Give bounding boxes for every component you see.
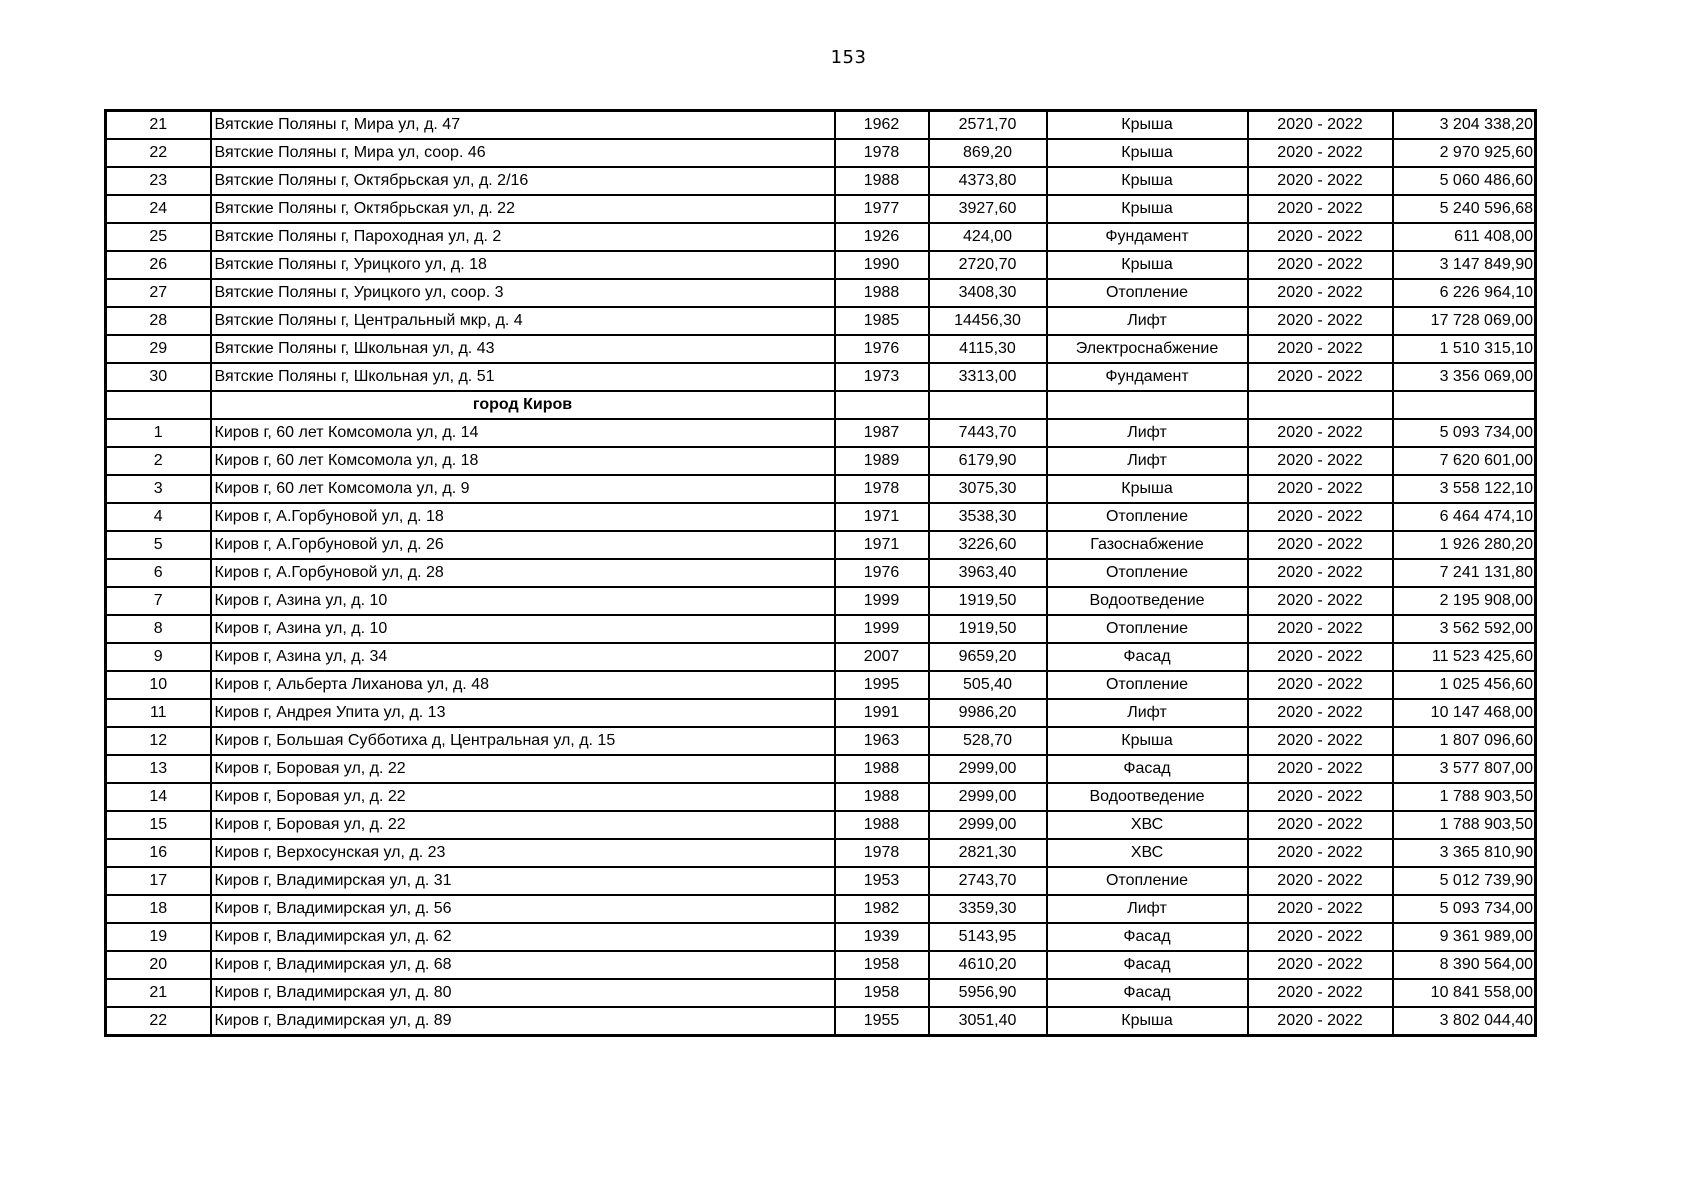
area-cell: 5143,95	[929, 923, 1047, 951]
period-cell: 2020 - 2022	[1248, 895, 1393, 923]
period-cell: 2020 - 2022	[1248, 111, 1393, 140]
area-cell: 3075,30	[929, 475, 1047, 503]
row-number-cell: 13	[106, 755, 211, 783]
table-row	[106, 979, 1536, 1007]
area-cell: 3313,00	[929, 363, 1047, 391]
work-type-cell: ХВС	[1047, 839, 1248, 867]
period-cell: 2020 - 2022	[1248, 587, 1393, 615]
build-year-cell: 1978	[835, 139, 929, 167]
period-cell: 2020 - 2022	[1248, 1007, 1393, 1036]
build-year-cell: 1987	[835, 419, 929, 447]
address-cell: Киров г, Владимирская ул, д. 56	[211, 895, 835, 923]
row-number-cell: 30	[106, 363, 211, 391]
period-cell: 2020 - 2022	[1248, 699, 1393, 727]
table-row	[106, 783, 1536, 811]
cost-cell: 3 577 807,00	[1393, 755, 1536, 783]
address-cell: Киров г, Андрея Упита ул, д. 13	[211, 699, 835, 727]
table-row	[106, 475, 1536, 503]
build-year-cell: 2007	[835, 643, 929, 671]
table-row	[106, 811, 1536, 839]
address-cell: Киров г, Азина ул, д. 34	[211, 643, 835, 671]
area-cell: 1919,50	[929, 615, 1047, 643]
work-type-cell: Фасад	[1047, 643, 1248, 671]
address-cell: Киров г, 60 лет Комсомола ул, д. 18	[211, 447, 835, 475]
table-row	[106, 1007, 1536, 1036]
area-cell: 3226,60	[929, 531, 1047, 559]
work-type-cell: Крыша	[1047, 251, 1248, 279]
area-cell: 505,40	[929, 671, 1047, 699]
period-cell: 2020 - 2022	[1248, 811, 1393, 839]
table-row	[106, 531, 1536, 559]
table-row	[106, 895, 1536, 923]
build-year-cell: 1988	[835, 811, 929, 839]
area-cell: 4610,20	[929, 951, 1047, 979]
cost-cell: 2 970 925,60	[1393, 139, 1536, 167]
cost-cell: 6 464 474,10	[1393, 503, 1536, 531]
build-year-cell: 1962	[835, 111, 929, 140]
repair-registry-table	[104, 109, 1537, 1037]
address-cell: Вятские Поляны г, Школьная ул, д. 43	[211, 335, 835, 363]
table-row	[106, 951, 1536, 979]
build-year-cell: 1953	[835, 867, 929, 895]
work-type-cell: Отопление	[1047, 503, 1248, 531]
table-row	[106, 447, 1536, 475]
area-cell: 2999,00	[929, 811, 1047, 839]
row-number-cell: 7	[106, 587, 211, 615]
area-cell: 3359,30	[929, 895, 1047, 923]
work-type-cell: Крыша	[1047, 139, 1248, 167]
cost-cell: 3 365 810,90	[1393, 839, 1536, 867]
area-cell: 2571,70	[929, 111, 1047, 140]
period-cell: 2020 - 2022	[1248, 979, 1393, 1007]
work-type-cell: Лифт	[1047, 419, 1248, 447]
table-row	[106, 279, 1536, 307]
table-row	[106, 251, 1536, 279]
period-cell: 2020 - 2022	[1248, 223, 1393, 251]
build-year-cell: 1982	[835, 895, 929, 923]
row-number-cell: 10	[106, 671, 211, 699]
period-cell: 2020 - 2022	[1248, 503, 1393, 531]
area-cell: 3538,30	[929, 503, 1047, 531]
cost-cell: 9 361 989,00	[1393, 923, 1536, 951]
address-cell: Киров г, Верхосунская ул, д. 23	[211, 839, 835, 867]
cost-cell: 2 195 908,00	[1393, 587, 1536, 615]
table-row	[106, 643, 1536, 671]
row-number-cell: 14	[106, 783, 211, 811]
area-cell: 424,00	[929, 223, 1047, 251]
area-cell: 4373,80	[929, 167, 1047, 195]
address-cell: Вятские Поляны г, Школьная ул, д. 51	[211, 363, 835, 391]
table-row	[106, 335, 1536, 363]
page-number: 153	[830, 47, 867, 68]
row-number-cell: 16	[106, 839, 211, 867]
table-row	[106, 615, 1536, 643]
work-type-cell: Отопление	[1047, 615, 1248, 643]
address-cell: Вятские Поляны г, Центральный мкр, д. 4	[211, 307, 835, 335]
build-year-cell: 1958	[835, 979, 929, 1007]
area-cell: 3927,60	[929, 195, 1047, 223]
area-cell: 2720,70	[929, 251, 1047, 279]
cost-cell: 5 012 739,90	[1393, 867, 1536, 895]
period-cell: 2020 - 2022	[1248, 363, 1393, 391]
address-cell: Киров г, Боровая ул, д. 22	[211, 755, 835, 783]
period-cell: 2020 - 2022	[1248, 419, 1393, 447]
build-year-cell: 1955	[835, 1007, 929, 1036]
address-cell: Киров г, Азина ул, д. 10	[211, 587, 835, 615]
row-number-cell: 2	[106, 447, 211, 475]
row-number-cell: 23	[106, 167, 211, 195]
build-year-cell: 1978	[835, 475, 929, 503]
row-number-cell: 28	[106, 307, 211, 335]
build-year-cell: 1926	[835, 223, 929, 251]
table-row	[106, 671, 1536, 699]
row-number-cell: 9	[106, 643, 211, 671]
work-type-cell: Крыша	[1047, 195, 1248, 223]
address-cell: Вятские Поляны г, Урицкого ул, соор. 3	[211, 279, 835, 307]
address-cell: Киров г, 60 лет Комсомола ул, д. 14	[211, 419, 835, 447]
address-cell: Киров г, Боровая ул, д. 22	[211, 783, 835, 811]
area-cell: 9986,20	[929, 699, 1047, 727]
row-number-cell: 15	[106, 811, 211, 839]
address-cell: Киров г, А.Горбуновой ул, д. 26	[211, 531, 835, 559]
table-row	[106, 363, 1536, 391]
row-number-cell: 22	[106, 139, 211, 167]
work-type-cell: Крыша	[1047, 111, 1248, 140]
work-type-cell: Отопление	[1047, 279, 1248, 307]
empty-cell	[1248, 391, 1393, 419]
address-cell: Киров г, А.Горбуновой ул, д. 28	[211, 559, 835, 587]
row-number-cell: 4	[106, 503, 211, 531]
row-number-cell: 22	[106, 1007, 211, 1036]
period-cell: 2020 - 2022	[1248, 335, 1393, 363]
area-cell: 4115,30	[929, 335, 1047, 363]
area-cell: 2999,00	[929, 755, 1047, 783]
area-cell: 3408,30	[929, 279, 1047, 307]
table-row	[106, 111, 1536, 140]
cost-cell: 10 147 468,00	[1393, 699, 1536, 727]
cost-cell: 611 408,00	[1393, 223, 1536, 251]
cost-cell: 3 147 849,90	[1393, 251, 1536, 279]
area-cell: 2743,70	[929, 867, 1047, 895]
build-year-cell: 1973	[835, 363, 929, 391]
area-cell: 2821,30	[929, 839, 1047, 867]
row-number-cell: 1	[106, 419, 211, 447]
area-cell: 7443,70	[929, 419, 1047, 447]
address-cell: Киров г, Владимирская ул, д. 80	[211, 979, 835, 1007]
period-cell: 2020 - 2022	[1248, 167, 1393, 195]
cost-cell: 11 523 425,60	[1393, 643, 1536, 671]
row-number-cell: 21	[106, 111, 211, 140]
cost-cell: 1 788 903,50	[1393, 783, 1536, 811]
period-cell: 2020 - 2022	[1248, 727, 1393, 755]
address-cell: Киров г, Азина ул, д. 10	[211, 615, 835, 643]
cost-cell: 5 093 734,00	[1393, 419, 1536, 447]
cost-cell: 1 788 903,50	[1393, 811, 1536, 839]
table-row	[106, 587, 1536, 615]
address-cell: Киров г, А.Горбуновой ул, д. 18	[211, 503, 835, 531]
build-year-cell: 1976	[835, 559, 929, 587]
cost-cell: 3 356 069,00	[1393, 363, 1536, 391]
address-cell: Киров г, 60 лет Комсомола ул, д. 9	[211, 475, 835, 503]
row-number-cell: 26	[106, 251, 211, 279]
address-cell: Киров г, Альберта Лиханова ул, д. 48	[211, 671, 835, 699]
work-type-cell: Лифт	[1047, 895, 1248, 923]
row-number-cell: 21	[106, 979, 211, 1007]
area-cell: 869,20	[929, 139, 1047, 167]
empty-cell	[106, 391, 211, 419]
build-year-cell: 1939	[835, 923, 929, 951]
row-number-cell: 12	[106, 727, 211, 755]
period-cell: 2020 - 2022	[1248, 643, 1393, 671]
work-type-cell: Электроснабжение	[1047, 335, 1248, 363]
work-type-cell: Лифт	[1047, 447, 1248, 475]
period-cell: 2020 - 2022	[1248, 867, 1393, 895]
build-year-cell: 1995	[835, 671, 929, 699]
address-cell: Киров г, Большая Субботиха д, Центральная ул, д. 15	[211, 727, 835, 755]
table-row	[106, 139, 1536, 167]
build-year-cell: 1985	[835, 307, 929, 335]
table-row	[106, 419, 1536, 447]
row-number-cell: 19	[106, 923, 211, 951]
cost-cell: 1 510 315,10	[1393, 335, 1536, 363]
area-cell: 528,70	[929, 727, 1047, 755]
cost-cell: 5 060 486,60	[1393, 167, 1536, 195]
period-cell: 2020 - 2022	[1248, 139, 1393, 167]
area-cell: 5956,90	[929, 979, 1047, 1007]
row-number-cell: 17	[106, 867, 211, 895]
build-year-cell: 1999	[835, 615, 929, 643]
row-number-cell: 5	[106, 531, 211, 559]
build-year-cell: 1991	[835, 699, 929, 727]
row-number-cell: 6	[106, 559, 211, 587]
address-cell: Вятские Поляны г, Октябрьская ул, д. 22	[211, 195, 835, 223]
area-cell: 2999,00	[929, 783, 1047, 811]
build-year-cell: 1988	[835, 279, 929, 307]
period-cell: 2020 - 2022	[1248, 307, 1393, 335]
period-cell: 2020 - 2022	[1248, 783, 1393, 811]
build-year-cell: 1958	[835, 951, 929, 979]
address-cell: Вятские Поляны г, Мира ул, д. 47	[211, 111, 835, 140]
work-type-cell: Отопление	[1047, 559, 1248, 587]
build-year-cell: 1971	[835, 503, 929, 531]
table-row	[106, 867, 1536, 895]
work-type-cell: Фасад	[1047, 979, 1248, 1007]
period-cell: 2020 - 2022	[1248, 559, 1393, 587]
period-cell: 2020 - 2022	[1248, 839, 1393, 867]
cost-cell: 3 802 044,40	[1393, 1007, 1536, 1036]
address-cell: Вятские Поляны г, Пароходная ул, д. 2	[211, 223, 835, 251]
table-row	[106, 839, 1536, 867]
area-cell: 14456,30	[929, 307, 1047, 335]
address-cell: Вятские Поляны г, Мира ул, соор. 46	[211, 139, 835, 167]
work-type-cell: Фасад	[1047, 951, 1248, 979]
period-cell: 2020 - 2022	[1248, 447, 1393, 475]
section-header-row	[106, 391, 1536, 419]
table-row	[106, 195, 1536, 223]
row-number-cell: 8	[106, 615, 211, 643]
row-number-cell: 11	[106, 699, 211, 727]
period-cell: 2020 - 2022	[1248, 671, 1393, 699]
build-year-cell: 1977	[835, 195, 929, 223]
work-type-cell: Лифт	[1047, 307, 1248, 335]
work-type-cell: Фасад	[1047, 923, 1248, 951]
row-number-cell: 24	[106, 195, 211, 223]
table-row	[106, 727, 1536, 755]
build-year-cell: 1976	[835, 335, 929, 363]
address-cell: Вятские Поляны г, Урицкого ул, д. 18	[211, 251, 835, 279]
build-year-cell: 1971	[835, 531, 929, 559]
cost-cell: 8 390 564,00	[1393, 951, 1536, 979]
table-row	[106, 223, 1536, 251]
work-type-cell: Крыша	[1047, 1007, 1248, 1036]
table-row	[106, 307, 1536, 335]
cost-cell: 10 841 558,00	[1393, 979, 1536, 1007]
table-row	[106, 923, 1536, 951]
row-number-cell: 18	[106, 895, 211, 923]
period-cell: 2020 - 2022	[1248, 755, 1393, 783]
work-type-cell: Крыша	[1047, 727, 1248, 755]
work-type-cell: Крыша	[1047, 475, 1248, 503]
empty-cell	[1393, 391, 1536, 419]
build-year-cell: 1988	[835, 755, 929, 783]
address-cell: Киров г, Владимирская ул, д. 31	[211, 867, 835, 895]
cost-cell: 7 241 131,80	[1393, 559, 1536, 587]
address-cell: Киров г, Владимирская ул, д. 89	[211, 1007, 835, 1036]
address-cell: Киров г, Владимирская ул, д. 68	[211, 951, 835, 979]
build-year-cell: 1990	[835, 251, 929, 279]
row-number-cell: 29	[106, 335, 211, 363]
cost-cell: 3 558 122,10	[1393, 475, 1536, 503]
build-year-cell: 1963	[835, 727, 929, 755]
work-type-cell: Лифт	[1047, 699, 1248, 727]
area-cell: 3051,40	[929, 1007, 1047, 1036]
table-row	[106, 503, 1536, 531]
address-cell: Киров г, Владимирская ул, д. 62	[211, 923, 835, 951]
work-type-cell: Отопление	[1047, 671, 1248, 699]
period-cell: 2020 - 2022	[1248, 279, 1393, 307]
cost-cell: 1 807 096,60	[1393, 727, 1536, 755]
table-row	[106, 755, 1536, 783]
address-cell: Киров г, Боровая ул, д. 22	[211, 811, 835, 839]
cost-cell: 3 204 338,20	[1393, 111, 1536, 140]
area-cell: 9659,20	[929, 643, 1047, 671]
period-cell: 2020 - 2022	[1248, 195, 1393, 223]
period-cell: 2020 - 2022	[1248, 251, 1393, 279]
build-year-cell: 1989	[835, 447, 929, 475]
area-cell: 1919,50	[929, 587, 1047, 615]
work-type-cell: Фундамент	[1047, 223, 1248, 251]
empty-cell	[835, 391, 929, 419]
empty-cell	[929, 391, 1047, 419]
table-row	[106, 167, 1536, 195]
row-number-cell: 25	[106, 223, 211, 251]
address-cell: Вятские Поляны г, Октябрьская ул, д. 2/16	[211, 167, 835, 195]
area-cell: 6179,90	[929, 447, 1047, 475]
empty-cell	[1047, 391, 1248, 419]
table-row	[106, 699, 1536, 727]
cost-cell: 5 093 734,00	[1393, 895, 1536, 923]
work-type-cell: Крыша	[1047, 167, 1248, 195]
build-year-cell: 1988	[835, 167, 929, 195]
period-cell: 2020 - 2022	[1248, 475, 1393, 503]
work-type-cell: ХВС	[1047, 811, 1248, 839]
cost-cell: 6 226 964,10	[1393, 279, 1536, 307]
work-type-cell: Отопление	[1047, 867, 1248, 895]
cost-cell: 5 240 596,68	[1393, 195, 1536, 223]
work-type-cell: Водоотведение	[1047, 783, 1248, 811]
work-type-cell: Газоснабжение	[1047, 531, 1248, 559]
row-number-cell: 20	[106, 951, 211, 979]
cost-cell: 17 728 069,00	[1393, 307, 1536, 335]
area-cell: 3963,40	[929, 559, 1047, 587]
period-cell: 2020 - 2022	[1248, 951, 1393, 979]
cost-cell: 3 562 592,00	[1393, 615, 1536, 643]
work-type-cell: Водоотведение	[1047, 587, 1248, 615]
work-type-cell: Фундамент	[1047, 363, 1248, 391]
build-year-cell: 1978	[835, 839, 929, 867]
table-row	[106, 559, 1536, 587]
cost-cell: 1 025 456,60	[1393, 671, 1536, 699]
work-type-cell: Фасад	[1047, 755, 1248, 783]
period-cell: 2020 - 2022	[1248, 531, 1393, 559]
build-year-cell: 1988	[835, 783, 929, 811]
cost-cell: 7 620 601,00	[1393, 447, 1536, 475]
row-number-cell: 27	[106, 279, 211, 307]
period-cell: 2020 - 2022	[1248, 615, 1393, 643]
row-number-cell: 3	[106, 475, 211, 503]
period-cell: 2020 - 2022	[1248, 923, 1393, 951]
section-title: город Киров	[211, 391, 835, 419]
build-year-cell: 1999	[835, 587, 929, 615]
cost-cell: 1 926 280,20	[1393, 531, 1536, 559]
